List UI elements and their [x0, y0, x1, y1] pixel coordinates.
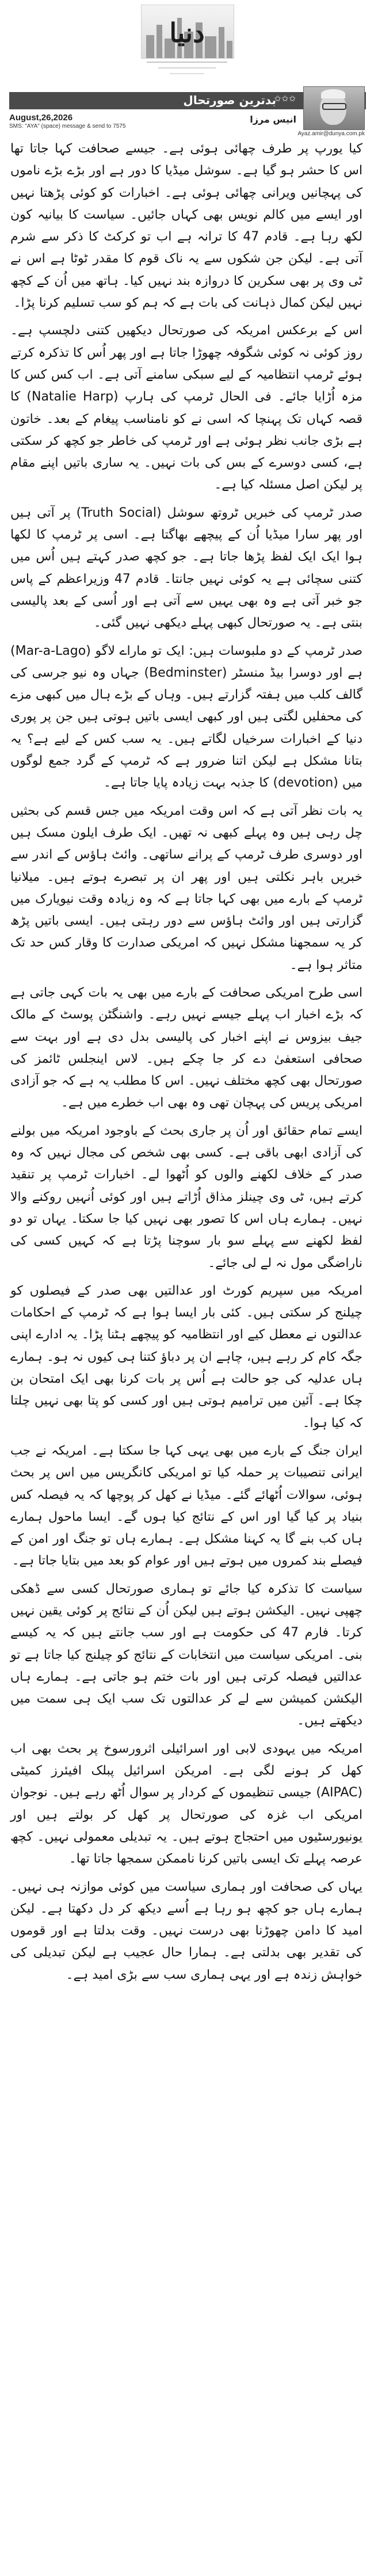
column-header [0, 86, 374, 137]
paragraph: ایسے تمام حقائق اور اُن پر جاری بحث کے باوجود امریکہ میں بولنے کی آزادی ابھی باقی ہے۔ کسی بھی شخص کی مجال نہیں کہ وہ صدر کے خلاف لکھنے والوں کو اُٹھوا لے۔ اخبارات ٹرمپ پر تنقید کرتے ہیں، ٹی وی چینلز مذاق اُڑاتے ہیں اور کوئی اُنہیں روکنے والا نہیں۔ ہمارے ہاں اس کا تصور بھی نہیں کیا جا سکتا۔ یہاں تو دو لفظ لکھنے سے پہلے سو بار سوچنا پڑتا ہے کہ کہیں کسی کی ناراضگی مول نہ لے لی جائے۔ [10, 1123, 362, 1270]
newspaper-logo [141, 5, 233, 78]
paragraph: امریکہ میں سپریم کورٹ اور عدالتیں بھی صدر کے فیصلوں کو چیلنج کر سکتی ہیں۔ کئی بار ایسا ہوا ہے کہ ٹرمپ کے احکامات عدالتوں نے معطل کیے اور انتظامیہ کو پیچھے ہٹنا پڑا۔ یہ ادارے اپنی جگہ کام کر رہے ہیں، چاہے ان پر دباؤ کتنا ہی کیوں نہ ہو۔ ہمارے ہاں عدلیہ کی جو حالت ہے اُس پر بات کرنا بھی ایک امتحان بن چکا ہے۔ آئین میں ترامیم ہوتی ہیں اور کسی کو پتا بھی نہیں چلتا کہ کیا ہوا۔ [10, 1283, 362, 1430]
paragraph: ایران جنگ کے بارے میں بھی یہی کہا جا سکتا ہے۔ امریکہ نے جب ایرانی تنصیبات پر حملہ کیا تو امریکی کانگریس میں اس پر بحث ہوئی، سوالات اُٹھائے گئے۔ میڈیا نے کھل کر پوچھا کہ یہ فیصلہ کس بنیاد پر کیا گیا اور اس کے نتائج کیا ہوں گے۔ ایسا ماحول ہمارے ہاں کب بنے گا یہ کہنا مشکل ہے۔ ہمارے ہاں تو جنگ اور امن کے فیصلے بند کمروں میں ہوتے ہیں اور عوام کو بعد میں بتایا جاتا ہے۔ [10, 1443, 362, 1569]
logo-lines [141, 58, 233, 78]
article-body [10, 138, 362, 1992]
logo-wordmark: دنیا [169, 17, 205, 48]
author-email[interactable]: Ayaz.amir@dunya.com.pk [297, 131, 365, 137]
paragraph: امریکہ میں یہودی لابی اور اسرائیلی اثرورسوخ پر بحث بھی اب کھل کر ہونے لگی ہے۔ امریکن اسرائیل پبلک افیئرز کمیٹی (AIPAC) جیسی تنظیموں کے کردار پر سوال اُٹھ رہے ہیں۔ نوجوان امریکی اب غزہ کی صورتحال پر کھل کر بولتے ہیں اور یونیورسٹیوں میں احتجاج ہوتے ہیں۔ یہ تبدیلی معمولی نہیں۔ کچھ عرصہ پہلے تک ایسی باتیں کرنا ناممکن سمجھا جاتا تھا۔ [10, 1741, 362, 1867]
publish-date: August,26,2026 [9, 113, 73, 123]
paragraph: صدر ٹرمپ کی خبریں ٹروتھ سوشل (Truth Social) پر آتی ہیں اور پھر سارا میڈیا اُن کے پیچھے بھاگتا ہے۔ اسی پر ٹرمپ کا لکھا ہوا ایک ایک لفظ پڑھا جاتا ہے۔ جو کچھ صدر کہتے ہیں اُس میں کتنی سچائی ہے یہ کوئی نہیں جانتا۔ قادم 47 وزیراعظم کے پاس جو خبر آتی ہے وہ بھی یہیں سے آتی ہے اور اُسی کے بعد پالیسی بنتی ہے۔ یہ صورتحال کبھی پہلے دیکھی نہیں گئی۔ [10, 505, 363, 631]
paragraph: صدر ٹرمپ کے دو ملبوسات ہیں: ایک تو ماراے لاگو (Mar-a-Lago) ہے اور دوسرا بیڈ منسٹر (Bedminster) جہاں وہ نیو جرسی کی گالف کلب میں ہفتہ گزارتے ہیں۔ وہاں کے بڑے ہال میں کبھی مزے کی محفلیں لگتی ہیں اور کبھی ایسی باتیں ہوتی ہیں جن پر پوری دنیا کے اخبارات سرخیاں لگاتے ہیں۔ یہ سب کس کے لیے ہے؟ یہ بتانا مشکل ہے لیکن اتنا ضرور ہے کہ ٹرمپ کے گرد جمع لوگوں میں (devotion) کا جذبہ بہت زیادہ پایا جاتا ہے۔ [10, 643, 363, 791]
paragraph: اسی طرح امریکی صحافت کے بارے میں بھی یہ بات کہی جاتی ہے کہ بڑے اخبار اب پہلے جیسے نہیں رہے۔ واشنگٹن پوسٹ کے مالک جیف بیزوس نے اپنے اخبار کی پالیسی بدل دی ہے اور بہت سے صحافی استعفیٰ دے کر جا چکے ہیں۔ لاس اینجلس ٹائمز کی صورتحال بھی کچھ مختلف نہیں۔ اس کا مطلب یہ ہے کہ جو آزادی امریکی پریس کی پہچان تھی وہ بھی اب خطرے میں ہے۔ [10, 985, 362, 1110]
masthead [0, 0, 374, 86]
column-title: بدترین صورتحال [183, 93, 276, 107]
author-hair [321, 89, 345, 98]
author-photo [303, 86, 365, 130]
paragraph: اس کے برعکس امریکہ کی صورتحال دیکھیں کتنی دلچسپ ہے۔ روز کوئی نہ کوئی شگوفہ چھوڑا جاتا ہے اور پھر اُس کا تذکرہ کرتے ہوئے ٹرمپ انتظامیہ کے لیے سبکی سامنے آتی ہے۔ اب کس کس کا مزہ اُڑایا جائے۔ فی الحال ٹرمپ کی ہارپ (Natalie Harp) کا قصہ کہاں تک پہنچا کہ اسی نے کو نامناسب پیغام کے بعد۔ خاتون ہے بڑی جانب نظر ہوئی ہے اور ٹرمپ کی خاطر جو کچھ کر سکتی ہے، کسی دوسرے کے بس کی بات نہیں۔ یہ ساری باتیں اپنے مقام پر لیکن اصل مسئلہ کیا ہے۔ [10, 323, 362, 493]
author-glasses [322, 103, 346, 110]
paragraph: کیا یورپ پر طرف چھائی ہوئی ہے۔ جیسے صحافت کہا جاتا تھا اس کا حشر ہو گیا ہے۔ سوشل میڈیا کا دور ہے اور بڑے بڑے ناموں کی پہچانیں ویرانی چھائی ہوئی ہے۔ اخبارات کو کوئی پڑھتا نہیں اور ایسے میں کالم نویس بھی کہاں جائیں۔ سیاست کا بیانیہ کون لکھ رہا ہے۔ قادم 47 کا ترانہ ہے اب تو کرکٹ کا ذکر سے شرم آتی ہے۔ لیکن جن شکوں سے یہ ناک قوم کا مقدر ٹوٹا ہے اس نے ٹی وی پر بھی سکرین کا دروازہ بند نہیں کیا۔ ہاتھ میں اُن کے کچھ نہیں لیکن کمال ذہانت کی بات ہے کہ ہم کو سب تسلیم کرنا پڑا۔ [10, 142, 362, 311]
paragraph: یہاں کی صحافت اور ہماری سیاست میں کوئی موازنہ ہی نہیں۔ ہمارے ہاں جو کچھ ہو رہا ہے اُسے دیکھ کر دل دکھتا ہے۔ لیکن امید کا دامن چھوڑنا بھی درست نہیں۔ وقت بدلتا ہے اور قوموں کی تقدیر بھی بدلتی ہے۔ ہمارا حال عجیب ہے لیکن تبدیلی کی خواہش زندہ ہے اور یہی ہماری سب سے بڑی امید ہے۔ [10, 1879, 362, 1982]
paragraph: سیاست کا تذکرہ کیا جائے تو ہماری صورتحال کسی سے ڈھکی چھپی نہیں۔ الیکشن ہوتے ہیں لیکن اُن کے نتائج پر کوئی یقین نہیں کرتا۔ فارم 47 کی حکومت ہے اور سب جانتے ہیں کہ یہ کیسے بنی۔ امریکی سیاست میں انتخابات کے نتائج کو چیلنج کیا جاتا ہے تو عدالتیں فیصلہ کرتی ہیں اور بات ختم ہو جاتی ہے۔ ہمارے ہاں الیکشن کمیشن سے لے کر عدالتوں تک سب ایک ہی سمت میں دیکھتے ہیں۔ [10, 1581, 362, 1728]
paragraph: یہ بات نظر آتی ہے کہ اس وقت امریکہ میں جس قسم کی بحثیں چل رہی ہیں وہ پہلے کبھی نہ تھیں۔ ایک طرف ایلون مسک ہیں اور دوسری طرف ٹرمپ کے پرانے ساتھی۔ وائٹ ہاؤس کے اندر سے خبریں باہر نکلتی ہیں اور پھر ان پر تبصرے ہوتے ہیں۔ میلانیا ٹرمپ کے بارے میں بھی کہا جاتا ہے کہ وہ زیادہ وقت نیویارک میں گزارتی ہیں اور وائٹ ہاؤس سے دور رہتی ہیں۔ ایسی باتیں پڑھ کر یہ سمجھنا مشکل نہیں کہ امریکی صدارت کا وقار کس حد تک متاثر ہوا ہے۔ [10, 803, 362, 972]
author-name: انیس مرزا [250, 114, 296, 125]
sms-instructions: SMS: "AYA" (space) message & send to 7575 [9, 123, 126, 129]
rating-stars: ✩✩✩ [274, 94, 296, 104]
